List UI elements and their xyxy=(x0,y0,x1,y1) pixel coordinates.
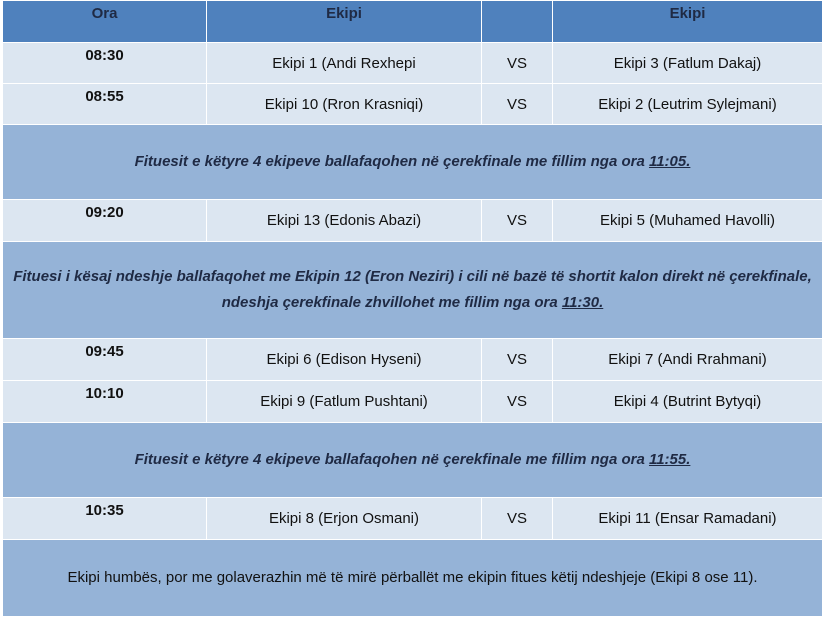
match-vs: VS xyxy=(482,43,553,84)
note-time: 11:55. xyxy=(648,451,691,468)
note-row xyxy=(3,423,823,498)
match-time: 10:10 xyxy=(3,381,207,423)
match-vs: VS xyxy=(482,200,553,242)
match-team2: Ekipi 2 (Leutrim Sylejmani) xyxy=(553,84,823,125)
schedule-table xyxy=(2,0,823,617)
note-cell xyxy=(3,540,823,617)
match-team2: Ekipi 11 (Ensar Ramadani) xyxy=(553,498,823,540)
note-time: 11:05. xyxy=(648,153,691,170)
match-time: 08:55 xyxy=(3,84,207,125)
note-row xyxy=(3,540,823,617)
match-row xyxy=(3,339,823,381)
note-text: Fituesi i kësaj ndeshje ballafaqohet me Ekipin 12 (Eron Neziri) i cili në bazë të shortit kalon direkt në çerekfinale, ndeshja çerekfinale zhvillohet me fillim nga ora xyxy=(13,268,812,311)
note-cell xyxy=(3,242,823,339)
note-time: 11:30. xyxy=(561,294,604,311)
match-team1: Ekipi 1 (Andi Rexhepi xyxy=(207,43,482,84)
match-team2: Ekipi 4 (Butrint Bytyqi) xyxy=(553,381,823,423)
match-time: 09:45 xyxy=(3,339,207,381)
match-row xyxy=(3,381,823,423)
match-team2: Ekipi 5 (Muhamed Havolli) xyxy=(553,200,823,242)
match-time: 08:30 xyxy=(3,43,207,84)
match-vs: VS xyxy=(482,381,553,423)
note-row xyxy=(3,125,823,200)
match-vs: VS xyxy=(482,339,553,381)
match-team2: Ekipi 7 (Andi Rrahmani) xyxy=(553,339,823,381)
match-row xyxy=(3,498,823,540)
match-team1: Ekipi 10 (Rron Krasniqi) xyxy=(207,84,482,125)
match-team1: Ekipi 8 (Erjon Osmani) xyxy=(207,498,482,540)
header-time: Ora xyxy=(3,1,207,43)
match-row xyxy=(3,84,823,125)
header-vs xyxy=(482,1,553,43)
note-cell xyxy=(3,125,823,200)
match-team1: Ekipi 9 (Fatlum Pushtani) xyxy=(207,381,482,423)
note-row xyxy=(3,242,823,339)
table-header-row xyxy=(3,1,823,43)
match-row xyxy=(3,200,823,242)
header-team2: Ekipi xyxy=(553,1,823,43)
match-time: 09:20 xyxy=(3,200,207,242)
match-vs: VS xyxy=(482,498,553,540)
match-team2: Ekipi 3 (Fatlum Dakaj) xyxy=(553,43,823,84)
note-cell xyxy=(3,423,823,498)
note-text: Fituesit e këtyre 4 ekipeve ballafaqohen në çerekfinale me fillim nga ora xyxy=(134,153,649,170)
header-team1: Ekipi xyxy=(207,1,482,43)
match-team1: Ekipi 6 (Edison Hyseni) xyxy=(207,339,482,381)
note-text: Fituesit e këtyre 4 ekipeve ballafaqohen në çerekfinale me fillim nga ora xyxy=(134,451,649,468)
match-row xyxy=(3,43,823,84)
match-vs: VS xyxy=(482,84,553,125)
match-team1: Ekipi 13 (Edonis Abazi) xyxy=(207,200,482,242)
match-time: 10:35 xyxy=(3,498,207,540)
note-text: Ekipi humbës, por me golaverazhin më të mirë përballët me ekipin fitues këtij ndeshjeje (Ekipi 8 ose 11). xyxy=(67,569,758,586)
